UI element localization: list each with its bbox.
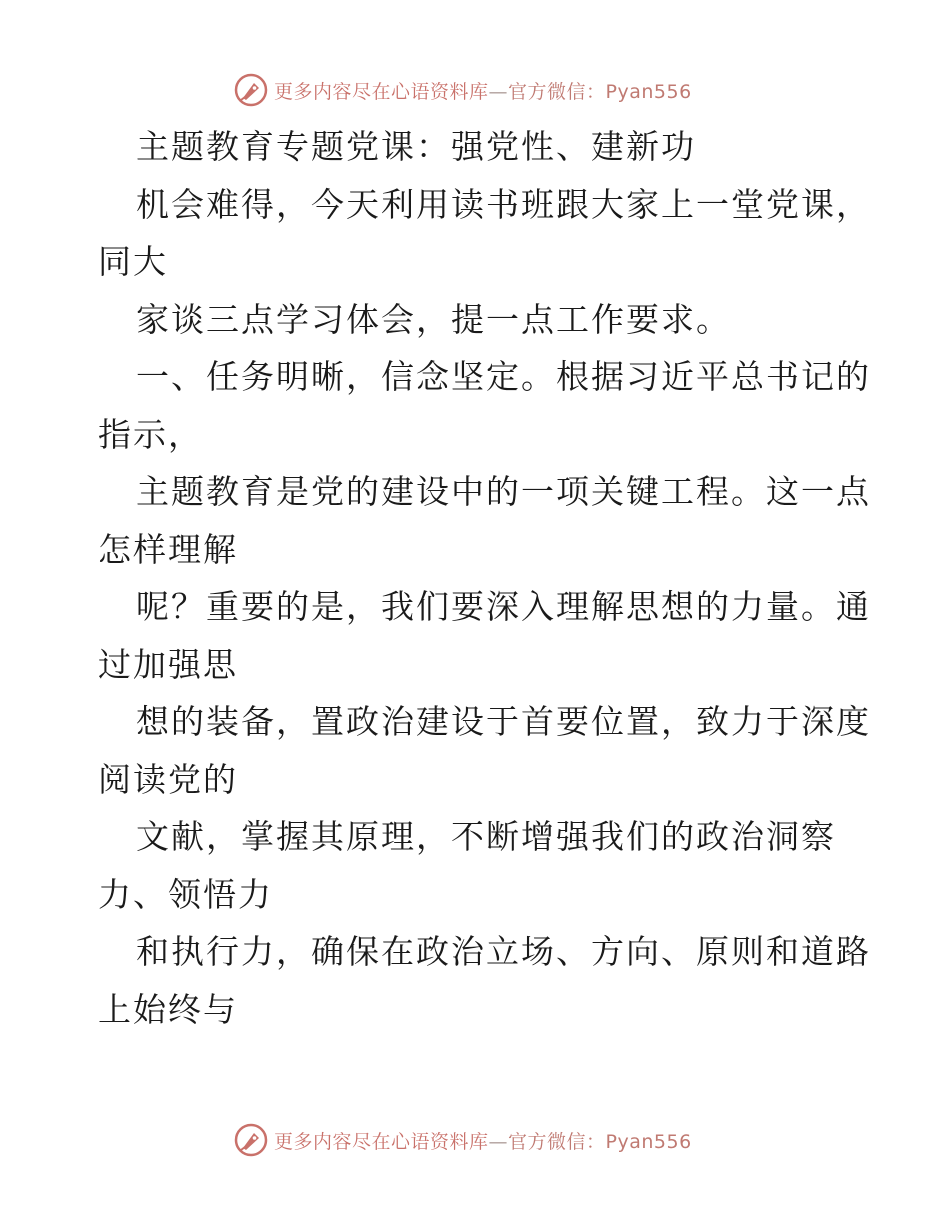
paragraph-line: 和执行力，确保在政治立场、方向、原则和道路 (136, 932, 871, 971)
paragraph-line: 呢？重要的是，我们要深入理解思想的力量。通 (136, 587, 871, 626)
watermark-separator: — (488, 80, 509, 103)
paragraph-line: 阅读党的 (98, 759, 238, 799)
watermark-separator: — (488, 1130, 509, 1153)
paragraph-line: 家谈三点学习体会，提一点工作要求。 (136, 299, 731, 339)
watermark-text (274, 77, 692, 104)
paragraph-line: 怎样理解 (98, 529, 238, 569)
header-watermark (234, 70, 754, 110)
paragraph-line: 同大 (98, 242, 168, 281)
paragraph-line: 上始终与 (98, 989, 238, 1029)
paragraph-line: 主题教育是党的建设中的一项关键工程。这一点 (136, 472, 871, 511)
watermark-contact: 官方微信：Pyan556 (508, 1130, 692, 1153)
paragraph-line: 力、领悟力 (98, 874, 273, 914)
watermark-contact: 官方微信：Pyan556 (508, 80, 692, 103)
document-title: 主题教育专题党课：强党性、建新功 (136, 127, 696, 166)
paragraph-line: 想的装备，置政治建设于首要位置，致力于深度 (136, 702, 871, 741)
footer-watermark (234, 1120, 754, 1160)
paragraph-line: 文献，掌握其原理，不断增强我们的政治洞察 (136, 817, 836, 856)
paragraph-line: 一、任务明晰，信念坚定。根据习近平总书记的 (136, 357, 871, 396)
paragraph-line: 过加强思 (98, 644, 238, 684)
watermark-text (274, 1127, 692, 1154)
paragraph-line: 机会难得，今天利用读书班跟大家上一堂党课， (136, 184, 871, 224)
pen-nib-logo-icon (234, 73, 268, 107)
document-body (98, 118, 871, 1038)
watermark-title: 更多内容尽在心语资料库 (274, 1130, 489, 1153)
paragraph-line: 指示， (98, 414, 203, 454)
pen-nib-logo-icon (234, 1123, 268, 1157)
watermark-title: 更多内容尽在心语资料库 (274, 80, 489, 103)
